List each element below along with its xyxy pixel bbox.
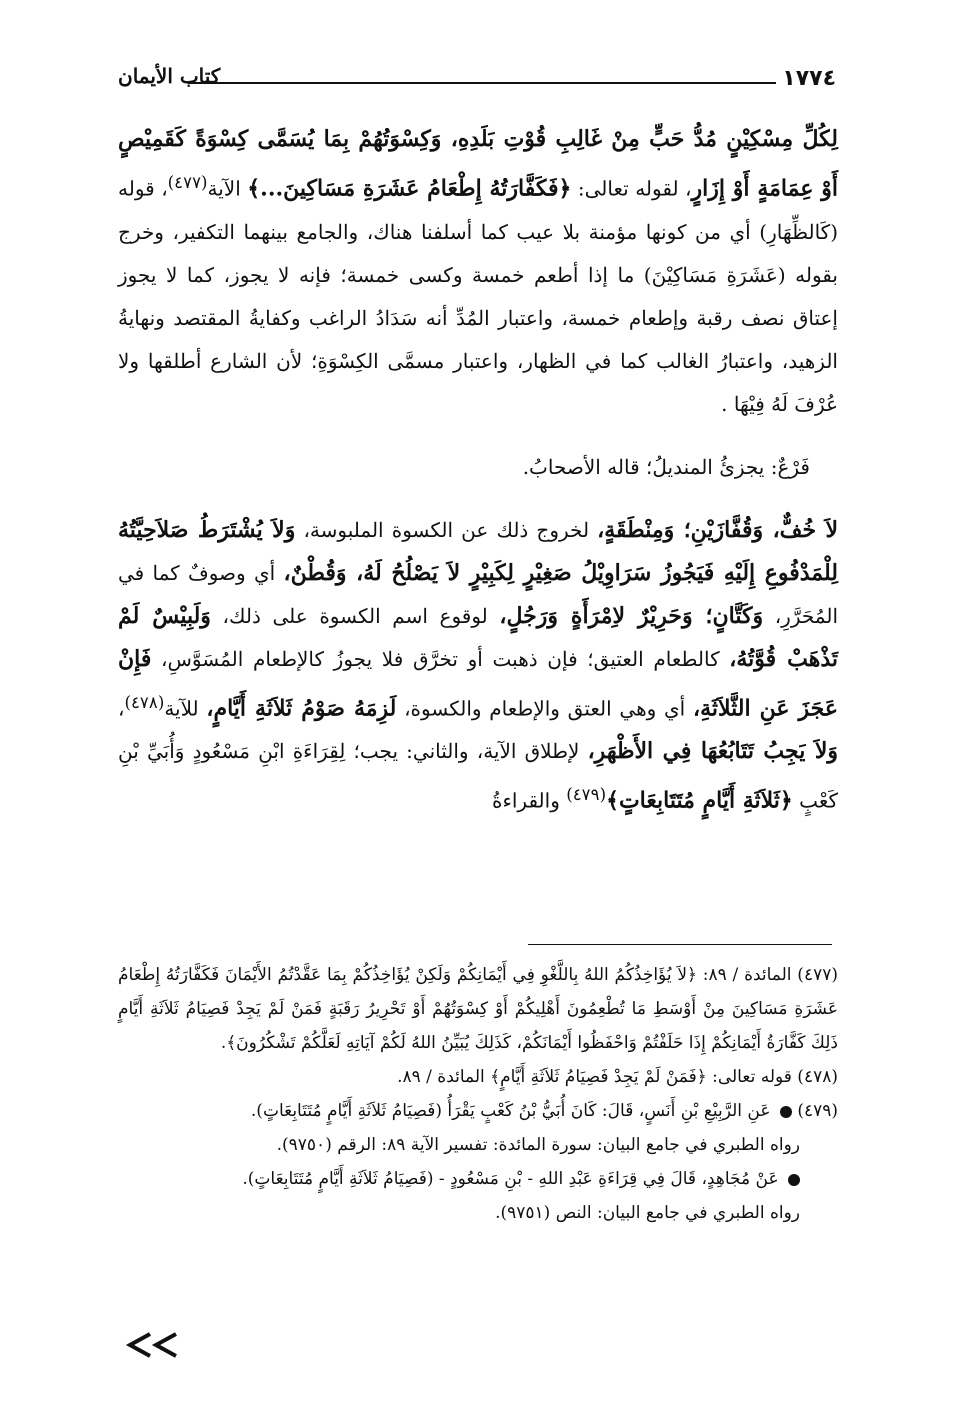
hadith-bullet-icon [788,1174,800,1186]
sharh-text: أي وصوفٌ كما في المُحَرَّرِ، [118,560,838,628]
footnote-479-second-text: عَنْ مُجَاهِدٍ، قَالَ فِي قِرَاءَةِ عَبْدِ اللهِ - بْنِ مَسْعُودٍ - (فَصِيَامُ ثَلاَثَةِ أَيَّامٍ مُتَتَابِعَاتٍ). [242,1169,779,1189]
matn-text: وَلاَ يُشْتَرَطُ صَلاَحِيَّتُهُ لِلْمَدْفُوعِ إِلَيْهِ فَيَجُوزُ سَرَاوِيْلُ صَغِيْرٍ لِكَبِيْرٍ لاَ يَصْلُحُ لَهُ، وَقُطْنٌ، [118,516,838,586]
footnote-477-text: (٤٧٧) المائدة / ٨٩: ﴿لاَ يُؤَاخِذُكُمُ اللهُ بِاللَّغْوِ فِي أَيْمَانِكُمْ وَلَكِنْ يُؤَاخِذُكُمْ بِمَا عَقَّدْتُمُ [277,965,838,985]
main-text [118,118,838,823]
paragraph-kaffara-food-clothing [118,118,838,426]
sharh-text: للآية [164,696,207,721]
footnote-ref: (٤٧٩) [566,785,607,805]
footnotes [118,958,838,1230]
running-header [118,62,836,98]
footnote-479-text: عَنِ الرَّبِيْعِ بْنِ أَنَسٍ، قَالَ: كَانَ أُبَيُّ بْنُ كَعْبٍ يَقْرَأُ (فَصِيَامُ ثَلاَثَةِ أَيَّامٍ مُتَتَابِعَاتٍ). [250,1101,771,1121]
footnote-477-continuation: الأَيْمَانَ فَكَفَّارَتُهُ إِطْعَامُ عَشَرَةِ مَسَاكِينَ مِنْ أَوْسَطِ مَا تُطْعِمُونَ أَهْلِيكُمْ أَوْ كِسْوَتُهُمْ أَوْ تَحْرِيرُ رَقَبَةٍ فَمَنْ لَمْ يَجِدْ فَصِيَامُ ثَلاَثَةِ أَيَّامٍ ذَلِكَ كَفَّارَةُ أَيْمَانِكُمْ إِذَا حَلَفْتُمْ وَاحْفَظُوا أَيْمَانَكُمْ، كَذَلِكَ يُبَيِّنُ اللهُ لَكُمْ آيَاتِهِ لَعَلَّكُمْ تَشْكُرُونَ﴾. [118,965,838,1053]
paragraph-gap [118,489,838,509]
page-number: ١٧٧٤ [782,66,836,91]
footnote-ref: (٤٧٨) [124,692,165,712]
book-title: كتاب الأيمان [118,64,221,88]
footnote-477 [118,958,838,1060]
paragraph-gap [118,426,838,446]
footnote-479 [118,1094,838,1128]
sharh-text: لإطلاق الآية، والثاني: يجب؛ لِقِرَاءَةِ ابْنِ مَسْعُودٍ وَأُبَيِّ بْنِ كَعْبٍ [118,739,838,813]
matn-text: وَكَتَّانٍ؛ وَحَرِيْرٌ لاِمْرَأَةٍ وَرَجُلٍ، [499,602,764,629]
matn-text: وَلَبِيْسٌ لَمْ تَذْهَبْ قُوَّتُهُ، [118,602,838,672]
paragraph-clothing-fast [118,509,838,823]
quran-quote: ﴿فَكَفَّارَتُهُ إِطْعَامُ عَشَرَةِ مَسَاكِينَ...﴾ [247,175,572,202]
sharh-text: لوقوع اسم الكسوة على ذلك، [210,603,500,628]
footnote-479-source: رواه الطبري في جامع البيان: سورة المائدة: تفسير الآية ٨٩: الرقم (٩٧٥٠). [276,1135,800,1155]
matn-text: لاَ خُفٌّ، وَقُفَّازَيْنِ؛ وَمِنْطَقَةٍ، [597,516,839,543]
matn-text: فَإِنْ عَجَزَ عَنِ الثَّلاَثَةِ، [118,645,838,722]
double-arrow-icon [120,1330,184,1360]
footnote-479-second [118,1162,838,1196]
footnote-479-source-2: رواه الطبري في جامع البيان: النص (٩٧٥١). [495,1203,800,1223]
footnote-478: (٤٧٨) قوله تعالى: ﴿فَمَنْ لَمْ يَجِدْ فَصِيَامُ ثَلاَثَةِ أَيَّامٍ﴾ المائدة / ٨٩. [397,1067,838,1087]
sharh-text: كالطعام العتيق؛ فإن ذهبت أو تخرَّق فلا يجوزُ كالإطعام المُسَوَّسِ، [151,646,730,671]
quran-quote: ﴿ثَلاَثَةِ أَيَّامٍ مُتَتَابِعَاتٍ﴾ [606,787,793,814]
matn-text: لِكُلِّ مِسْكِيْنٍ مُدُّ حَبٍّ مِنْ غَالِبِ قُوْتِ بَلَدِهِ، وَكِسْوَتُهُمْ بِمَا يُسَمَّى كِسْوَةً كَقَمِيْصٍ أَوْ عِمَامَةٍ أَوْ إِزَارٍ [118,126,838,202]
sharh-text: الآية [207,176,248,201]
sharh-text: ، قوله (كَالظِّهَارِ) أي من كونها مؤمنة بلا عيب كما أسلفنا هناك، والجامع بينهما التكفير، وخرج بقوله (عَشَرَةِ مَسَاكِيْنَ) ما إذا أطعم خمسة وكسى خمسة؛ فإنه لا يجوز، كما لا يجوز إعتاق نصف رقبة وإطعام خمسة، واعتبار المُدِّ أنه سَدَادُ الراغب وكفايةُ المقتصد ونهايةُ الزهيد، واعتبارُ الغالب كما في الظهار، واعتبار مسمَّى الكِسْوَةِ؛ لأن الشارع أطلقها ولا عُرْفَ لَهُ فِيْهَا . [118,176,838,416]
paragraph-far: فَرْعٌ: يجزئُ المنديلُ؛ قاله الأصحابُ. [522,454,810,479]
sharh-text: والقراءةُ [491,788,567,813]
footnote-separator [528,944,832,945]
matn-text: لَزِمَهُ صَوْمُ ثَلاَثَةِ أَيَّامٍ، [206,695,397,722]
header-rule [188,82,776,84]
hadith-bullet-icon [780,1106,792,1118]
sharh-text: لخروج ذلك عن الكسوة الملبوسة، [295,517,598,542]
sharh-text: ، [118,696,125,721]
footnote-ref: (٤٧٧) [167,173,208,192]
sharh-text: ، لقوله تعالى: [571,176,692,201]
footnote-479-number: (٤٧٩) [797,1101,838,1121]
sharh-text: أي وهي العتق والإطعام والكسوة، [396,696,693,721]
matn-text: وَلاَ يَجِبُ تَتَابُعُهَا فِي الأَظْهَرِ، [587,738,838,765]
